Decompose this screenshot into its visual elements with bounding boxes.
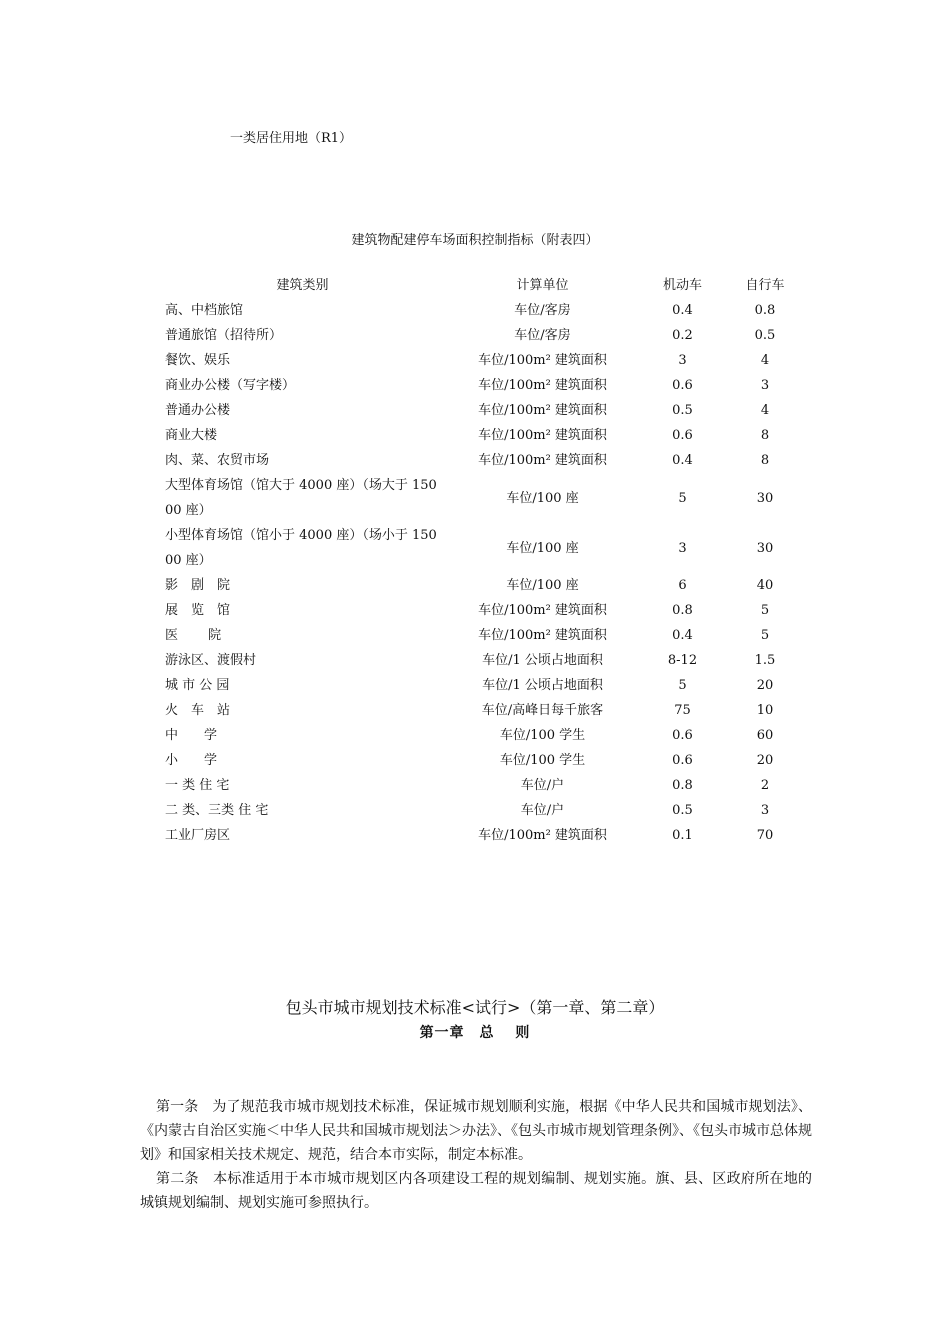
table-row (160, 748, 805, 773)
row-bike-value: 5 (760, 628, 770, 643)
row-bike-value: 8 (760, 453, 770, 468)
table-row (160, 798, 805, 823)
row-bike-value: 0.8 (754, 303, 776, 318)
row-bike-value: 3 (760, 378, 770, 393)
row-bike-value: 60 (756, 728, 774, 743)
row-unit: 车位/100m² 建筑面积 (478, 453, 607, 468)
row-category: 商业办公楼（写字楼） (165, 378, 296, 393)
row-unit: 车位/100m² 建筑面积 (478, 428, 607, 443)
row-bike-value: 20 (756, 678, 774, 693)
row-motor-value: 0.2 (672, 328, 693, 343)
row-category: 城 市 公 园 (165, 678, 230, 693)
table-row (160, 723, 805, 748)
table-row (160, 323, 805, 348)
row-unit: 车位/100m² 建筑面积 (478, 353, 607, 368)
row-category: 普通旅馆（招待所） (165, 328, 283, 343)
row-bike-value: 4 (760, 353, 770, 368)
row-bike-value: 10 (756, 703, 774, 718)
table-row (160, 348, 805, 373)
row-unit: 车位/100m² 建筑面积 (478, 403, 607, 418)
table-title: 建筑物配建停车场面积控制指标（附表四） (351, 233, 599, 248)
table-row (160, 773, 805, 798)
table-row (160, 423, 805, 448)
header-unit: 计算单位 (516, 278, 569, 293)
row-unit: 车位/100 学生 (499, 728, 586, 743)
row-bike-value: 3 (760, 803, 770, 818)
chapter-title: 第一章 总 则 (419, 1025, 531, 1041)
row-motor-value: 0.6 (672, 378, 693, 393)
row-category: 中 学 (165, 728, 218, 743)
row-bike-value: 5 (760, 603, 770, 618)
top-note: 一类居住用地（R1） (230, 131, 353, 146)
row-motor-value: 0.5 (672, 403, 693, 418)
row-motor-value: 0.8 (672, 778, 693, 793)
row-unit: 车位/100 座 (506, 490, 579, 506)
table-row (160, 673, 805, 698)
table-row (160, 298, 805, 323)
row-category: 一 类 住 宅 (165, 778, 230, 793)
row-motor-value: 0.4 (672, 628, 693, 643)
row-category: 二 类、三类 住 宅 (165, 803, 269, 818)
row-unit: 车位/户 (520, 778, 565, 793)
row-unit: 车位/100m² 建筑面积 (478, 828, 607, 843)
row-category: 大型体育场馆（馆大于 4000 座）（场大于 15000 座） (165, 478, 437, 518)
row-category: 高、中档旅馆 (165, 303, 244, 318)
row-category: 火 车 站 (165, 703, 231, 718)
table-row (160, 373, 805, 398)
table-row (160, 573, 805, 598)
row-bike-value: 70 (756, 828, 774, 843)
row-motor-value: 3 (678, 353, 687, 368)
row-motor-value: 0.8 (672, 603, 693, 618)
row-bike-value: 2 (760, 778, 770, 793)
row-unit: 车位/100 座 (506, 578, 579, 593)
table-row (160, 823, 805, 848)
row-motor-value: 75 (674, 703, 691, 718)
row-bike-value: 30 (756, 490, 774, 506)
row-category: 商业大楼 (165, 428, 218, 443)
table-row (160, 648, 805, 673)
row-motor-value: 5 (678, 490, 687, 506)
row-bike-value: 0.5 (754, 328, 776, 343)
table-row (160, 448, 805, 473)
row-category: 小 学 (165, 753, 218, 768)
row-bike-value: 40 (756, 578, 774, 593)
row-bike-value: 8 (760, 428, 770, 443)
row-motor-value: 8-12 (667, 653, 698, 668)
row-unit: 车位/100m² 建筑面积 (478, 378, 607, 393)
header-motor: 机动车 (662, 278, 702, 293)
row-unit: 车位/1 公顷占地面积 (482, 653, 603, 668)
header-category: 建筑类别 (276, 278, 329, 293)
row-motor-value: 5 (678, 678, 687, 693)
row-category: 工业厂房区 (165, 828, 231, 843)
table-row (160, 523, 805, 573)
article-2-paragraph: 第二条 本标准适用于本市城市规划区内各项建设工程的规划编制、规划实施。旗、县、区政府所在地的城镇规划编制、规划实施可参照执行。 (140, 1171, 812, 1211)
row-category: 影 剧 院 (165, 578, 231, 593)
row-bike-value: 1.5 (754, 653, 776, 668)
row-unit: 车位/客房 (514, 328, 571, 343)
row-motor-value: 3 (678, 540, 687, 556)
table-header-row (160, 273, 805, 298)
row-unit: 车位/户 (520, 803, 565, 818)
row-category: 展 览 馆 (165, 603, 231, 618)
row-bike-value: 30 (756, 540, 774, 556)
row-unit: 车位/高峰日每千旅客 (481, 703, 604, 718)
row-unit: 车位/1 公顷占地面积 (482, 678, 603, 693)
row-motor-value: 0.6 (672, 753, 693, 768)
row-unit: 车位/100m² 建筑面积 (478, 603, 607, 618)
row-motor-value: 0.6 (672, 728, 693, 743)
parking-standards-table (160, 273, 805, 848)
row-motor-value: 0.5 (672, 803, 693, 818)
table-row (160, 623, 805, 648)
row-bike-value: 4 (760, 403, 770, 418)
row-motor-value: 6 (678, 578, 687, 593)
table-row (160, 473, 805, 523)
document-title: 包头市城市规划技术标准<试行>（第一章、第二章） (285, 998, 665, 1017)
row-category: 游泳区、渡假村 (165, 653, 257, 668)
row-unit: 车位/100 座 (506, 540, 579, 556)
row-category: 小型体育场馆（馆小于 4000 座）（场小于 15000 座） (165, 528, 437, 568)
row-category: 医 院 (165, 628, 222, 643)
row-motor-value: 0.4 (672, 453, 693, 468)
row-motor-value: 0.6 (672, 428, 693, 443)
table-row (160, 698, 805, 723)
row-bike-value: 20 (756, 753, 774, 768)
table-row (160, 398, 805, 423)
row-category: 普通办公楼 (165, 403, 231, 418)
row-unit: 车位/客房 (514, 303, 571, 318)
header-bike: 自行车 (745, 278, 785, 293)
row-motor-value: 0.4 (672, 303, 693, 318)
row-category: 餐饮、娱乐 (165, 353, 231, 368)
table-row (160, 598, 805, 623)
row-motor-value: 0.1 (672, 828, 693, 843)
article-1-paragraph: 第一条 为了规范我市城市规划技术标准，保证城市规划顺利实施，根据《中华人民共和国城市规划法》、《内蒙古自治区实施＜中华人民共和国城市规划法＞办法》、《包头市城市规划管理条例》、《包头市城市总体规划》和国家相关技术规定、规范，结合本市实际，制定本标准。 (140, 1099, 812, 1163)
row-category: 肉、菜、农贸市场 (165, 453, 270, 468)
row-unit: 车位/100 学生 (499, 753, 586, 768)
row-unit: 车位/100m² 建筑面积 (478, 628, 607, 643)
